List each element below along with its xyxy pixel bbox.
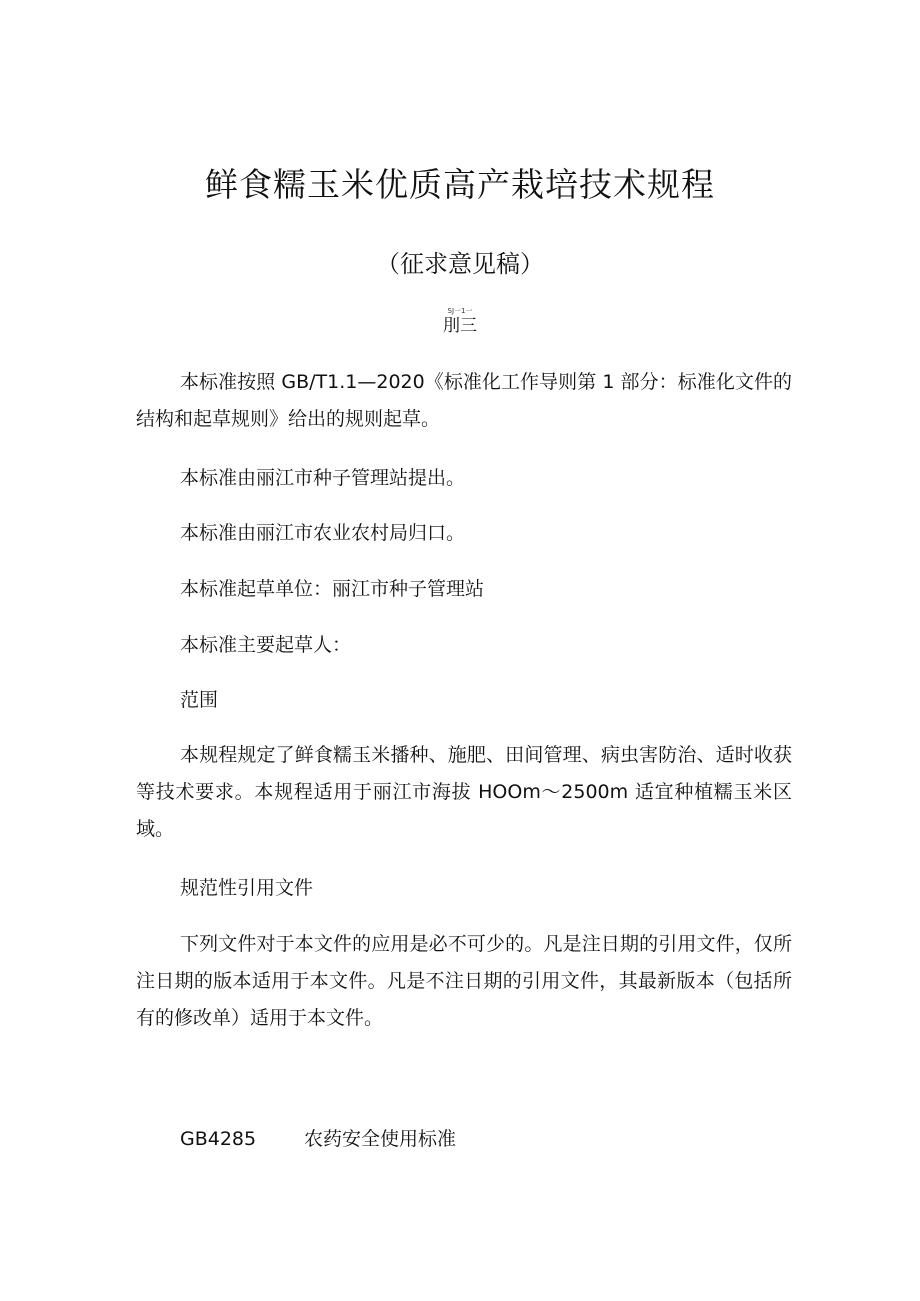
document-subtitle: （征求意见稿） bbox=[376, 250, 544, 278]
paragraph-normative-references: 下列文件对于本文件的应用是必不可少的。凡是注日期的引用文件，仅所注日期的版本适用于本文件。凡是不注日期的引用文件，其最新版本（包括所有的修改单）适用于本文件。 bbox=[136, 933, 792, 1029]
paragraph-proposer: 本标准由丽江市种子管理站提出。 bbox=[180, 467, 466, 489]
paragraph-drafters: 本标准主要起草人： bbox=[180, 634, 352, 656]
section-mark: 刖三 bbox=[443, 316, 477, 336]
reference-item bbox=[180, 1124, 456, 1154]
paragraph-drafting-unit: 本标准起草单位：丽江市种子管理站 bbox=[180, 578, 485, 600]
section-heading-foreword bbox=[0, 306, 920, 336]
heading-scope: 范围 bbox=[180, 689, 219, 711]
reference-code: GB4285 bbox=[180, 1128, 257, 1150]
reference-name: 农药安全使用标准 bbox=[304, 1128, 457, 1150]
paragraph-scope: 本规程规定了鲜食糯玉米播种、施肥、田间管理、病虫害防治、适时收获等技术要求。本规程适用于丽江市海拔 HOOm～2500m 适宜种植糯玉米区域。 bbox=[136, 744, 792, 840]
document-title: 鲜食糯玉米优质高产栽培技术规程 bbox=[205, 165, 715, 204]
paragraph-drafting-rules: 本标准按照 GB/T1.1—2020《标准化工作导则第 1 部分：标准化文件的结构和起草规则》给出的规则起草。 bbox=[136, 371, 792, 430]
section-mark-small: SJ一1一 bbox=[447, 307, 473, 315]
heading-normative-references: 规范性引用文件 bbox=[180, 877, 314, 899]
paragraph-centralized-unit: 本标准由丽江市农业农村局归口。 bbox=[180, 522, 466, 544]
